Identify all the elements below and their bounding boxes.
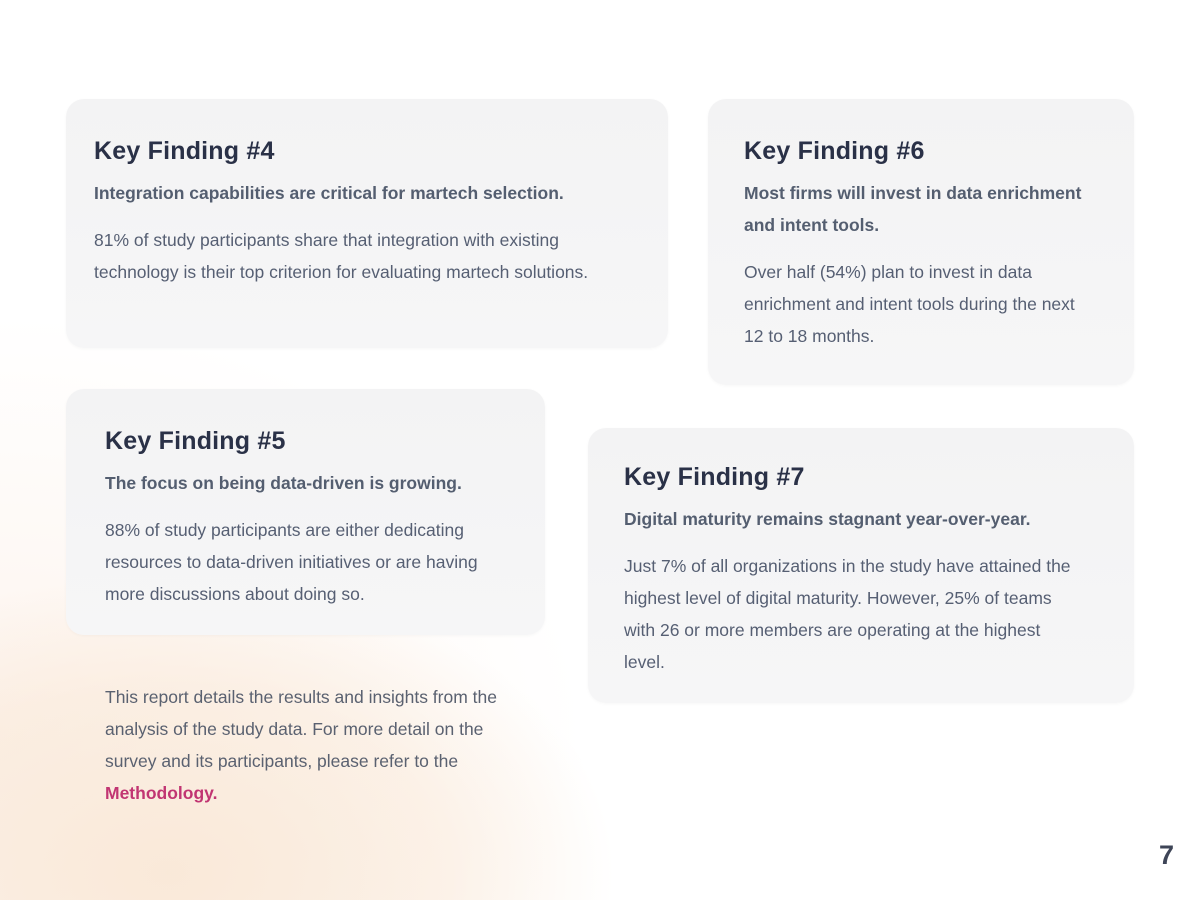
key-finding-4-body: 81% of study participants share that integration with existing technology is their top criterion for evaluating martech solutions. [94,230,589,282]
key-finding-6-card [708,99,1134,385]
methodology-note [105,681,505,809]
key-finding-7-card [588,428,1134,703]
methodology-link[interactable]: Methodology. [105,783,218,803]
key-finding-7-body: Just 7% of all organizations in the study have attained the highest level of digital maturity. However, 25% of teams with 26 or more members are operating at the highest level. [624,556,1071,672]
key-finding-5-body: 88% of study participants are either dedicating resources to data-driven initiatives or are having more discussions about doing so. [105,520,478,604]
methodology-note-text: This report details the results and insights from the analysis of the study data. For more detail on the survey and its participants, please refer to the [105,687,497,771]
key-finding-5-card [66,389,545,635]
key-finding-5-subtitle: The focus on being data-driven is growing. [105,473,462,493]
key-finding-4-subtitle: Integration capabilities are critical for martech selection. [94,183,564,203]
key-finding-7-subtitle: Digital maturity remains stagnant year-over-year. [624,509,1031,529]
key-finding-7-title: Key Finding #7 [624,463,805,491]
key-finding-5-title: Key Finding #5 [105,427,286,455]
key-finding-6-body: Over half (54%) plan to invest in data enrichment and intent tools during the next 12 to 18 months. [744,262,1075,346]
key-finding-4-card [66,99,668,348]
page-number: 7 [1158,840,1174,870]
key-finding-6-subtitle: Most firms will invest in data enrichment and intent tools. [744,183,1082,235]
key-finding-6-title: Key Finding #6 [744,137,925,165]
key-finding-4-title: Key Finding #4 [94,137,275,165]
